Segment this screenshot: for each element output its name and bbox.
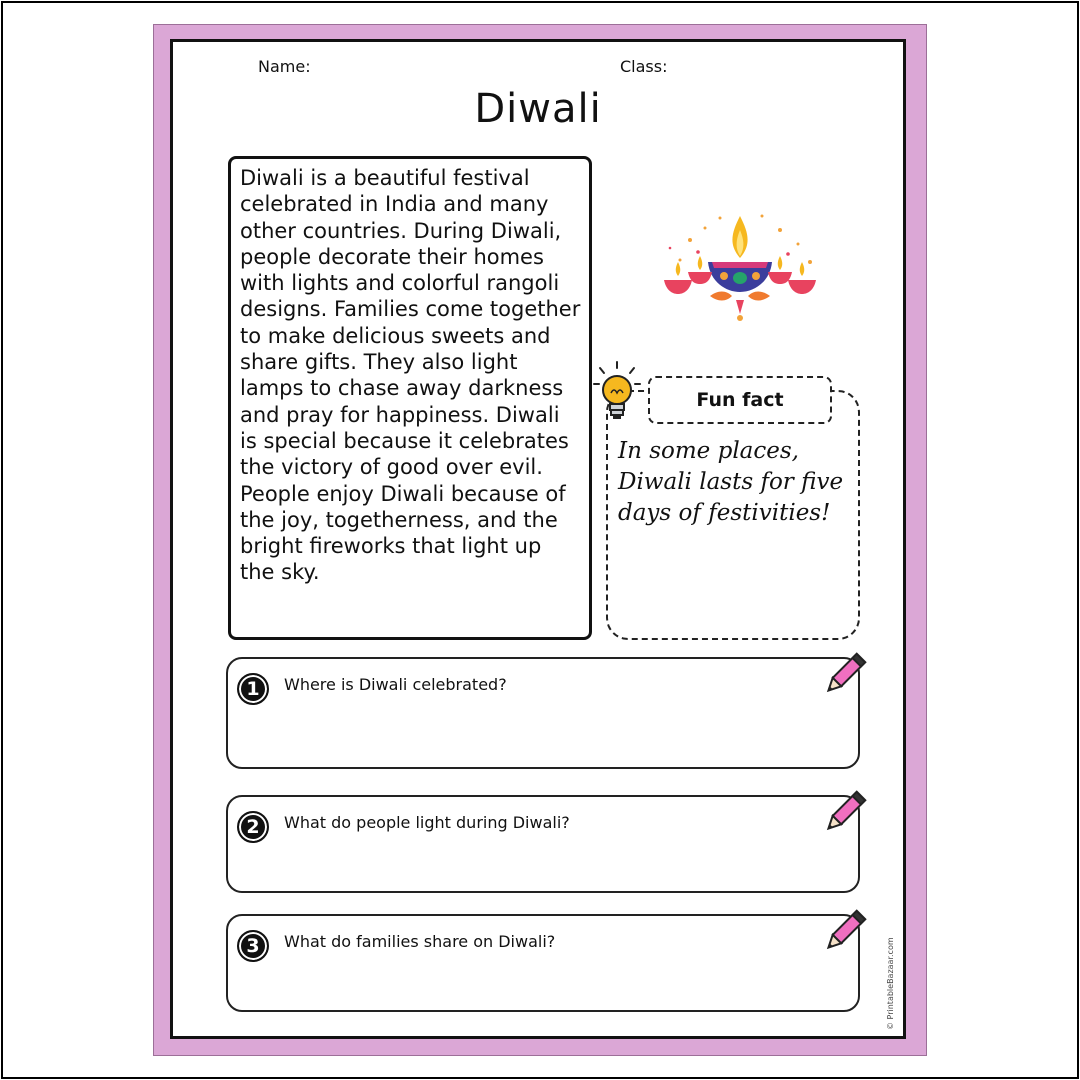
question-number: 1 <box>237 673 269 705</box>
fun-fact-text: In some places, Diwali lasts for five days of festivities! <box>618 438 844 526</box>
reading-passage: Diwali is a beautiful festival celebrated in India and many other countries. During Diwali, people decorate their homes with lights and colorful rangoli designs. Families come together to make delicious sweets and share gifts. They also light lamps to chase away darkness and pray for happiness. Diwali is special because it celebrates the victory of good over evil. People enjoy Diwali because of the joy, togetherness, and the bright fireworks that light up the sky. <box>240 166 581 585</box>
diya-lamp-icon <box>650 210 830 326</box>
pencil-icon <box>818 787 870 839</box>
question-answer-box[interactable] <box>226 914 860 1012</box>
page-title: Diwali <box>474 86 602 132</box>
question-text: What do families share on Diwali? <box>284 932 556 951</box>
question-answer-box[interactable] <box>226 795 860 893</box>
question-text: Where is Diwali celebrated? <box>284 675 507 694</box>
question-answer-box[interactable] <box>226 657 860 769</box>
pencil-icon <box>818 906 870 958</box>
class-label: Class: <box>620 57 668 76</box>
reading-passage-box <box>228 156 592 640</box>
name-label: Name: <box>258 57 311 76</box>
copyright-credit: © PrintableBazaar.com <box>886 937 895 1030</box>
fun-fact-label: Fun fact <box>648 376 832 424</box>
question-number: 3 <box>237 930 269 962</box>
pencil-icon <box>818 649 870 701</box>
question-number: 2 <box>237 811 269 843</box>
lightbulb-icon <box>592 360 642 426</box>
question-text: What do people light during Diwali? <box>284 813 570 832</box>
